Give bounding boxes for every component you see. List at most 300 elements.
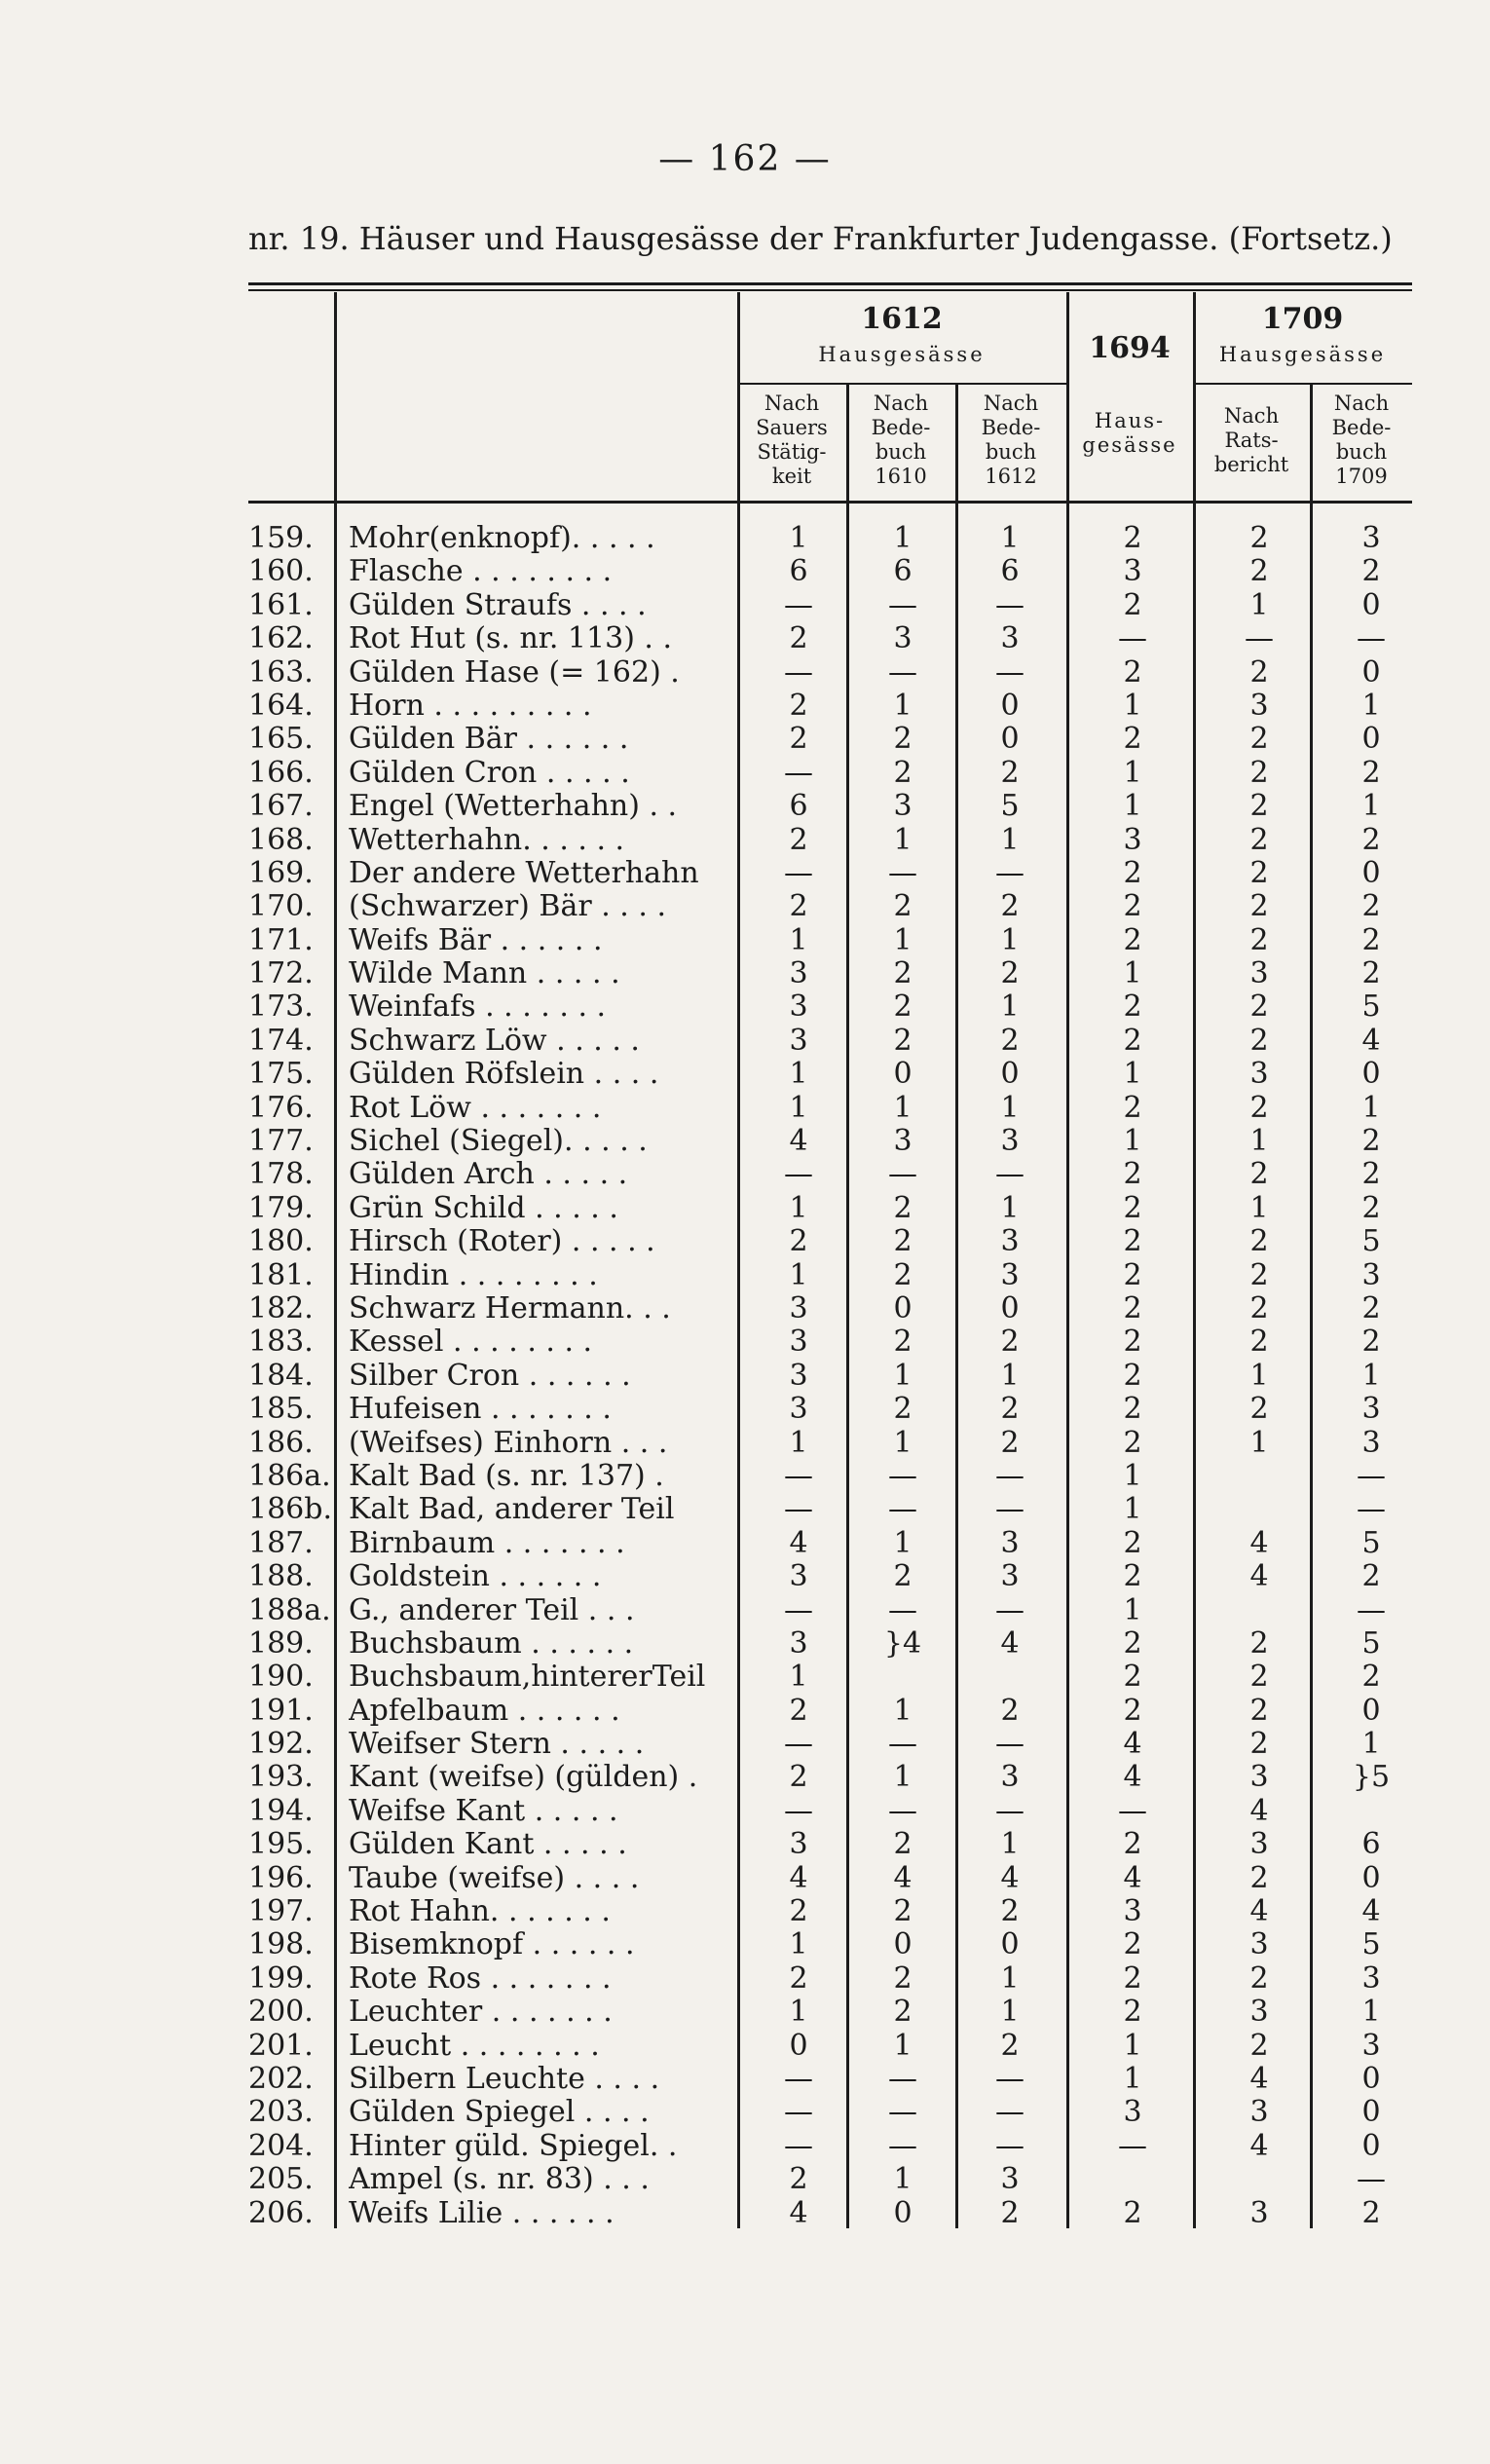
value-sauers: 1 xyxy=(789,1660,808,1695)
house-name: Gülden Hase (= 162) . xyxy=(349,655,680,690)
table-row xyxy=(248,1527,1417,1560)
row-number: 188. xyxy=(248,1559,314,1594)
value-bedebuch-1610: 3 xyxy=(893,789,913,824)
value-bedebuch-1610: 2 xyxy=(893,1827,913,1862)
value-hausgesaesse-1694: 2 xyxy=(1123,1995,1142,2030)
value-bedebuch-1612: — xyxy=(995,1458,1024,1493)
value-bedebuch-1612: 4 xyxy=(1000,1625,1020,1661)
house-name: Weifser Stern . . . . . xyxy=(349,1728,645,1762)
table-row xyxy=(248,1259,1417,1292)
value-bedebuch-1612: — xyxy=(995,2128,1024,2163)
value-bedebuch-1612: 0 xyxy=(1000,722,1020,757)
house-name: Hindin . . . . . . . . xyxy=(349,1258,598,1292)
house-name: Schwarz Hermann. . . xyxy=(349,1291,671,1325)
row-number: 194. xyxy=(248,1793,314,1828)
value-ratsbericht-1709: 2 xyxy=(1249,722,1269,757)
value-hausgesaesse-1694: 2 xyxy=(1123,1392,1142,1427)
value-hausgesaesse-1694: 1 xyxy=(1123,956,1142,991)
value-bedebuch-1612: 2 xyxy=(1000,2195,1020,2230)
value-sauers: 2 xyxy=(789,2162,808,2197)
value-bedebuch-1612: 3 xyxy=(1000,1525,1020,1560)
value-bedebuch-1612: 2 xyxy=(1000,1392,1020,1427)
value-ratsbericht-1709: 2 xyxy=(1249,1625,1269,1661)
value-bedebuch-1612: 3 xyxy=(1000,621,1020,656)
row-number: 169. xyxy=(248,855,314,890)
value-bedebuch-1709: 1 xyxy=(1361,1727,1381,1762)
value-ratsbericht-1709: 2 xyxy=(1249,822,1269,857)
value-bedebuch-1610: — xyxy=(888,654,917,690)
value-bedebuch-1610: 2 xyxy=(893,989,913,1025)
value-hausgesaesse-1694: 2 xyxy=(1123,1693,1142,1728)
row-number: 192. xyxy=(248,1727,314,1762)
table-row xyxy=(248,1292,1417,1325)
value-hausgesaesse-1694: 2 xyxy=(1123,855,1142,890)
value-bedebuch-1610: — xyxy=(888,1793,917,1828)
value-bedebuch-1610: 2 xyxy=(893,1960,913,1996)
row-number: 179. xyxy=(248,1190,314,1225)
value-sauers: 3 xyxy=(789,1290,808,1325)
value-sauers: 2 xyxy=(789,822,808,857)
header-year-1709: 1709 xyxy=(1261,302,1344,336)
table-row xyxy=(248,857,1417,890)
value-bedebuch-1709: 0 xyxy=(1361,1693,1381,1728)
value-sauers: — xyxy=(784,1157,813,1192)
value-bedebuch-1612: 3 xyxy=(1000,2162,1020,2197)
header-col-ratsbericht: Nach Rats- bericht xyxy=(1213,404,1289,476)
value-bedebuch-1612: — xyxy=(995,1727,1024,1762)
value-bedebuch-1612: 0 xyxy=(1000,1057,1020,1092)
value-bedebuch-1612: 1 xyxy=(1000,1827,1020,1862)
value-bedebuch-1610: 1 xyxy=(893,822,913,857)
value-hausgesaesse-1694: 2 xyxy=(1123,1927,1142,1962)
value-ratsbericht-1709: 1 xyxy=(1249,1124,1269,1159)
value-bedebuch-1610: 6 xyxy=(893,554,913,589)
table-caption: nr. 19. Häuser und Hausgesässe der Frankfurter Judengasse. (Fortsetz.) xyxy=(248,220,1393,257)
value-bedebuch-1612: 2 xyxy=(1000,1425,1020,1460)
value-ratsbericht-1709: 2 xyxy=(1249,922,1269,957)
table-row xyxy=(248,1092,1417,1125)
value-bedebuch-1612: 1 xyxy=(1000,1358,1020,1393)
value-bedebuch-1610: — xyxy=(888,2095,917,2130)
value-bedebuch-1612: 5 xyxy=(1000,789,1020,824)
value-hausgesaesse-1694: 1 xyxy=(1123,755,1142,790)
value-ratsbericht-1709: 2 xyxy=(1249,1290,1269,1325)
house-name: Engel (Wetterhahn) . . xyxy=(349,790,678,824)
value-hausgesaesse-1694: 1 xyxy=(1123,1124,1142,1159)
value-ratsbericht-1709: 3 xyxy=(1249,1995,1269,2030)
value-bedebuch-1610: 0 xyxy=(893,1057,913,1092)
value-ratsbericht-1709: 2 xyxy=(1249,1090,1269,1125)
table-row xyxy=(248,1192,1417,1225)
house-name: Hirsch (Roter) . . . . . xyxy=(349,1225,655,1259)
value-bedebuch-1612: — xyxy=(995,654,1024,690)
value-hausgesaesse-1694: 2 xyxy=(1123,922,1142,957)
value-bedebuch-1610: 2 xyxy=(893,1392,913,1427)
value-bedebuch-1612: — xyxy=(995,2061,1024,2096)
house-name: Kalt Bad, anderer Teil xyxy=(349,1493,675,1527)
house-name: Mohr(enknopf). . . . . xyxy=(349,522,655,555)
value-sauers: — xyxy=(784,2128,813,2163)
value-bedebuch-1612: 3 xyxy=(1000,1559,1020,1594)
house-name: Leuchter . . . . . . . xyxy=(349,1996,613,2030)
house-name: Gülden Röfslein . . . . xyxy=(349,1058,659,1092)
house-name: Flasche . . . . . . . . xyxy=(349,555,613,589)
value-sauers: 3 xyxy=(789,1325,808,1360)
house-name: Wetterhahn. . . . . . xyxy=(349,823,625,857)
value-ratsbericht-1709: 2 xyxy=(1249,1325,1269,1360)
table-row xyxy=(248,790,1417,823)
table-row xyxy=(248,2030,1417,2063)
value-sauers: 0 xyxy=(789,2028,808,2063)
house-name: Kessel . . . . . . . . xyxy=(349,1325,593,1360)
table-row xyxy=(248,1393,1417,1426)
value-ratsbericht-1709: 2 xyxy=(1249,1727,1269,1762)
value-bedebuch-1612: 1 xyxy=(1000,521,1020,555)
value-sauers: — xyxy=(784,1727,813,1762)
row-number: 202. xyxy=(248,2061,314,2096)
value-bedebuch-1612: 2 xyxy=(1000,2028,1020,2063)
value-bedebuch-1610: 0 xyxy=(893,2195,913,2230)
row-number: 177. xyxy=(248,1124,314,1159)
value-hausgesaesse-1694: 2 xyxy=(1123,1525,1142,1560)
value-sauers: 1 xyxy=(789,1057,808,1092)
value-bedebuch-1709: 1 xyxy=(1361,688,1381,723)
value-sauers: — xyxy=(784,587,813,622)
value-hausgesaesse-1694: 2 xyxy=(1123,1190,1142,1225)
table-row xyxy=(248,1460,1417,1493)
value-bedebuch-1610: — xyxy=(888,1157,917,1192)
house-name: Sichel (Siegel). . . . . xyxy=(349,1125,648,1159)
table-row xyxy=(248,1427,1417,1460)
value-bedebuch-1610: — xyxy=(888,1458,917,1493)
value-bedebuch-1709: 2 xyxy=(1361,1124,1381,1159)
table-row xyxy=(248,1996,1417,2029)
value-bedebuch-1612: — xyxy=(995,2095,1024,2130)
row-number: 186. xyxy=(248,1425,314,1460)
value-bedebuch-1709: 5 xyxy=(1361,1224,1381,1259)
value-hausgesaesse-1694: 2 xyxy=(1123,1960,1142,1996)
table-row xyxy=(248,1795,1417,1828)
value-bedebuch-1709: 5 xyxy=(1361,1525,1381,1560)
house-name: Rot Löw . . . . . . . xyxy=(349,1091,602,1125)
value-bedebuch-1709: 1 xyxy=(1361,1358,1381,1393)
row-number: 182. xyxy=(248,1290,314,1325)
value-hausgesaesse-1694: 2 xyxy=(1123,1358,1142,1393)
value-sauers: 3 xyxy=(789,1392,808,1427)
value-bedebuch-1610: 2 xyxy=(893,889,913,924)
value-bedebuch-1612: 3 xyxy=(1000,1257,1020,1292)
row-number: 161. xyxy=(248,587,314,622)
value-bedebuch-1709: 2 xyxy=(1361,1559,1381,1594)
value-ratsbericht-1709: 3 xyxy=(1249,1927,1269,1962)
value-bedebuch-1612: — xyxy=(995,1592,1024,1627)
value-ratsbericht-1709: 1 xyxy=(1249,1358,1269,1393)
row-number: 184. xyxy=(248,1358,314,1393)
table-row xyxy=(248,990,1417,1024)
value-bedebuch-1610: 2 xyxy=(893,1023,913,1058)
table-row xyxy=(248,1225,1417,1258)
house-name: Gülden Arch . . . . . xyxy=(349,1158,628,1192)
value-ratsbericht-1709: — xyxy=(1245,621,1274,656)
table-row xyxy=(248,1594,1417,1627)
table-row xyxy=(248,2063,1417,2096)
value-hausgesaesse-1694: 1 xyxy=(1123,1057,1142,1092)
table-row xyxy=(248,1862,1417,1895)
value-sauers: — xyxy=(784,2095,813,2130)
value-bedebuch-1709: 5 xyxy=(1361,1927,1381,1962)
value-bedebuch-1709: 0 xyxy=(1361,1860,1381,1895)
value-bedebuch-1612: 2 xyxy=(1000,889,1020,924)
value-hausgesaesse-1694: 2 xyxy=(1123,1559,1142,1594)
value-sauers: 3 xyxy=(789,1023,808,1058)
value-bedebuch-1610: 2 xyxy=(893,956,913,991)
value-hausgesaesse-1694: 2 xyxy=(1123,1157,1142,1192)
row-number: 166. xyxy=(248,755,314,790)
table-top-rule-secondary xyxy=(248,289,1412,291)
row-number: 175. xyxy=(248,1057,314,1092)
value-hausgesaesse-1694: 2 xyxy=(1123,654,1142,690)
header-col-bedebuch-1709: Nach Bede- buch 1709 xyxy=(1331,392,1392,488)
value-sauers: — xyxy=(784,1793,813,1828)
row-number: 173. xyxy=(248,989,314,1025)
row-number: 193. xyxy=(248,1760,314,1795)
table-row xyxy=(248,522,1417,555)
value-sauers: — xyxy=(784,1492,813,1527)
row-number: 196. xyxy=(248,1860,314,1895)
house-name: G., anderer Teil . . . xyxy=(349,1593,635,1627)
value-ratsbericht-1709: 3 xyxy=(1249,688,1269,723)
value-bedebuch-1612: 0 xyxy=(1000,1290,1020,1325)
value-bedebuch-1610: 2 xyxy=(893,1224,913,1259)
value-bedebuch-1610: — xyxy=(888,855,917,890)
row-number: 188a. xyxy=(248,1592,331,1627)
value-bedebuch-1612: 3 xyxy=(1000,1124,1020,1159)
house-name: Buchsbaum,hintererTeil xyxy=(349,1661,706,1695)
table-row xyxy=(248,1025,1417,1058)
value-bedebuch-1610: }4 xyxy=(883,1625,922,1661)
value-ratsbericht-1709: 4 xyxy=(1249,1793,1269,1828)
value-bedebuch-1612: 4 xyxy=(1000,1860,1020,1895)
value-bedebuch-1709: 5 xyxy=(1361,989,1381,1025)
table-row xyxy=(248,2130,1417,2163)
header-col-bedebuch-1610: Nach Bede- buch 1610 xyxy=(871,392,931,488)
value-ratsbericht-1709: 2 xyxy=(1249,654,1269,690)
value-bedebuch-1709: 1 xyxy=(1361,1090,1381,1125)
value-bedebuch-1709: 4 xyxy=(1361,1894,1381,1929)
value-bedebuch-1612: 1 xyxy=(1000,1960,1020,1996)
value-bedebuch-1610: 1 xyxy=(893,922,913,957)
header-sub-1612: Hausgesässe xyxy=(818,343,986,366)
value-ratsbericht-1709: 2 xyxy=(1249,1257,1269,1292)
row-number: 167. xyxy=(248,789,314,824)
row-number: 186a. xyxy=(248,1458,331,1493)
value-ratsbericht-1709: 2 xyxy=(1249,2028,1269,2063)
value-hausgesaesse-1694: 1 xyxy=(1123,1492,1142,1527)
value-hausgesaesse-1694: 3 xyxy=(1123,1894,1142,1929)
table-row xyxy=(248,1828,1417,1861)
table-row xyxy=(248,1928,1417,1961)
value-ratsbericht-1709: 2 xyxy=(1249,755,1269,790)
table-row xyxy=(248,1560,1417,1593)
value-sauers: 6 xyxy=(789,554,808,589)
value-bedebuch-1612: 1 xyxy=(1000,989,1020,1025)
value-bedebuch-1612: 2 xyxy=(1000,1693,1020,1728)
house-name: Silber Cron . . . . . . xyxy=(349,1359,631,1393)
value-bedebuch-1612: 1 xyxy=(1000,1090,1020,1125)
value-hausgesaesse-1694: 2 xyxy=(1123,521,1142,555)
value-sauers: 3 xyxy=(789,1625,808,1661)
value-hausgesaesse-1694: 2 xyxy=(1123,1660,1142,1695)
value-bedebuch-1612: — xyxy=(995,1793,1024,1828)
table-row xyxy=(248,690,1417,723)
value-ratsbericht-1709: 2 xyxy=(1249,789,1269,824)
value-ratsbericht-1709: 2 xyxy=(1249,1392,1269,1427)
value-bedebuch-1610: 4 xyxy=(893,1860,913,1895)
table-row xyxy=(248,1058,1417,1091)
house-name: Horn . . . . . . . . . xyxy=(349,689,592,723)
value-bedebuch-1709: 2 xyxy=(1361,554,1381,589)
table-row xyxy=(248,1761,1417,1794)
table-row xyxy=(248,890,1417,923)
row-number: 203. xyxy=(248,2095,314,2130)
house-name: Weifs Bär . . . . . . xyxy=(349,923,603,957)
value-sauers: 1 xyxy=(789,521,808,555)
table-row xyxy=(248,757,1417,790)
value-bedebuch-1612: 2 xyxy=(1000,956,1020,991)
value-hausgesaesse-1694: 2 xyxy=(1123,1023,1142,1058)
value-hausgesaesse-1694: — xyxy=(1118,621,1147,656)
value-bedebuch-1612: 0 xyxy=(1000,1927,1020,1962)
value-ratsbericht-1709: 3 xyxy=(1249,1827,1269,1862)
value-bedebuch-1709: 2 xyxy=(1361,889,1381,924)
value-bedebuch-1709: 1 xyxy=(1361,1995,1381,2030)
value-hausgesaesse-1694: 2 xyxy=(1123,1325,1142,1360)
value-bedebuch-1610: 1 xyxy=(893,1693,913,1728)
house-name: Der andere Wetterhahn xyxy=(349,856,699,890)
value-sauers: — xyxy=(784,2061,813,2096)
row-number: 204. xyxy=(248,2128,314,2163)
header-col-hausgesaesse-1694: Haus- gesässe xyxy=(1082,409,1177,457)
value-bedebuch-1709: 3 xyxy=(1361,1257,1381,1292)
value-ratsbericht-1709: 3 xyxy=(1249,2095,1269,2130)
table-row xyxy=(248,1627,1417,1661)
value-bedebuch-1610: 2 xyxy=(893,722,913,757)
header-bottom-rule xyxy=(248,501,1412,504)
value-ratsbericht-1709: 2 xyxy=(1249,554,1269,589)
house-name: Goldstein . . . . . . xyxy=(349,1560,602,1594)
value-hausgesaesse-1694: 1 xyxy=(1123,1592,1142,1627)
value-hausgesaesse-1694: 2 xyxy=(1123,889,1142,924)
value-sauers: 2 xyxy=(789,889,808,924)
value-ratsbericht-1709: 3 xyxy=(1249,1760,1269,1795)
value-bedebuch-1612: 2 xyxy=(1000,1894,1020,1929)
table-row xyxy=(248,924,1417,957)
value-bedebuch-1709: 2 xyxy=(1361,922,1381,957)
value-sauers: 3 xyxy=(789,1559,808,1594)
value-bedebuch-1610: 0 xyxy=(893,1290,913,1325)
value-ratsbericht-1709: 2 xyxy=(1249,1860,1269,1895)
value-bedebuch-1612: 3 xyxy=(1000,1760,1020,1795)
row-number: 162. xyxy=(248,621,314,656)
table-row xyxy=(248,589,1417,622)
page-number: — 162 — xyxy=(658,139,832,179)
header-rule-1709 xyxy=(1193,383,1412,385)
value-sauers: 2 xyxy=(789,1693,808,1728)
table-row xyxy=(248,1695,1417,1728)
row-number: 199. xyxy=(248,1960,314,1996)
value-sauers: 1 xyxy=(789,922,808,957)
table-row xyxy=(248,1325,1417,1359)
table-row xyxy=(248,1728,1417,1761)
value-ratsbericht-1709: 2 xyxy=(1249,889,1269,924)
row-number: 168. xyxy=(248,822,314,857)
house-name: Ampel (s. nr. 83) . . . xyxy=(349,2163,650,2197)
value-hausgesaesse-1694: 2 xyxy=(1123,587,1142,622)
row-number: 198. xyxy=(248,1927,314,1962)
house-name: Rot Hut (s. nr. 113) . . xyxy=(349,622,673,656)
table-row xyxy=(248,1661,1417,1694)
house-name: Gülden Bär . . . . . . xyxy=(349,723,629,757)
value-hausgesaesse-1694: 2 xyxy=(1123,2195,1142,2230)
value-hausgesaesse-1694: 3 xyxy=(1123,2095,1142,2130)
header-rule-1612 xyxy=(737,383,1066,385)
header-col-sauers: Nach Sauers Stätig- keit xyxy=(756,392,828,488)
table-row xyxy=(248,824,1417,857)
value-bedebuch-1709: 4 xyxy=(1361,1023,1381,1058)
value-bedebuch-1709: — xyxy=(1357,1492,1386,1527)
value-bedebuch-1709: 2 xyxy=(1361,1290,1381,1325)
table-row xyxy=(248,1493,1417,1526)
value-bedebuch-1709: 2 xyxy=(1361,1190,1381,1225)
value-sauers: 3 xyxy=(789,1358,808,1393)
value-bedebuch-1610: 2 xyxy=(893,1190,913,1225)
value-ratsbericht-1709: 2 xyxy=(1249,855,1269,890)
value-bedebuch-1610: 1 xyxy=(893,2162,913,2197)
value-sauers: 3 xyxy=(789,989,808,1025)
value-hausgesaesse-1694: 2 xyxy=(1123,1257,1142,1292)
value-bedebuch-1709: 0 xyxy=(1361,2128,1381,2163)
value-bedebuch-1610: 3 xyxy=(893,621,913,656)
value-hausgesaesse-1694: 1 xyxy=(1123,2061,1142,2096)
value-ratsbericht-1709: 2 xyxy=(1249,1960,1269,1996)
table-row xyxy=(248,2197,1417,2230)
row-number: 170. xyxy=(248,889,314,924)
house-name: Grün Schild . . . . . xyxy=(349,1191,618,1225)
row-number: 160. xyxy=(248,554,314,589)
value-bedebuch-1709: — xyxy=(1357,1592,1386,1627)
row-number: 180. xyxy=(248,1224,314,1259)
row-number: 178. xyxy=(248,1157,314,1192)
value-bedebuch-1709: 2 xyxy=(1361,2195,1381,2230)
house-name: Gülden Spiegel . . . . xyxy=(349,2096,650,2130)
value-ratsbericht-1709: 4 xyxy=(1249,1559,1269,1594)
value-sauers: 2 xyxy=(789,1760,808,1795)
value-bedebuch-1612: 2 xyxy=(1000,1023,1020,1058)
value-hausgesaesse-1694: 1 xyxy=(1123,688,1142,723)
value-bedebuch-1612: 2 xyxy=(1000,755,1020,790)
value-sauers: 1 xyxy=(789,1190,808,1225)
value-sauers: 2 xyxy=(789,1224,808,1259)
value-bedebuch-1610: 3 xyxy=(893,1124,913,1159)
table-row xyxy=(248,957,1417,990)
value-sauers: 1 xyxy=(789,1995,808,2030)
value-hausgesaesse-1694: 4 xyxy=(1123,1860,1142,1895)
value-sauers: — xyxy=(784,654,813,690)
table-row xyxy=(248,1360,1417,1393)
row-number: 164. xyxy=(248,688,314,723)
header-year-1694: 1694 xyxy=(1089,331,1171,365)
value-hausgesaesse-1694: 2 xyxy=(1123,1224,1142,1259)
